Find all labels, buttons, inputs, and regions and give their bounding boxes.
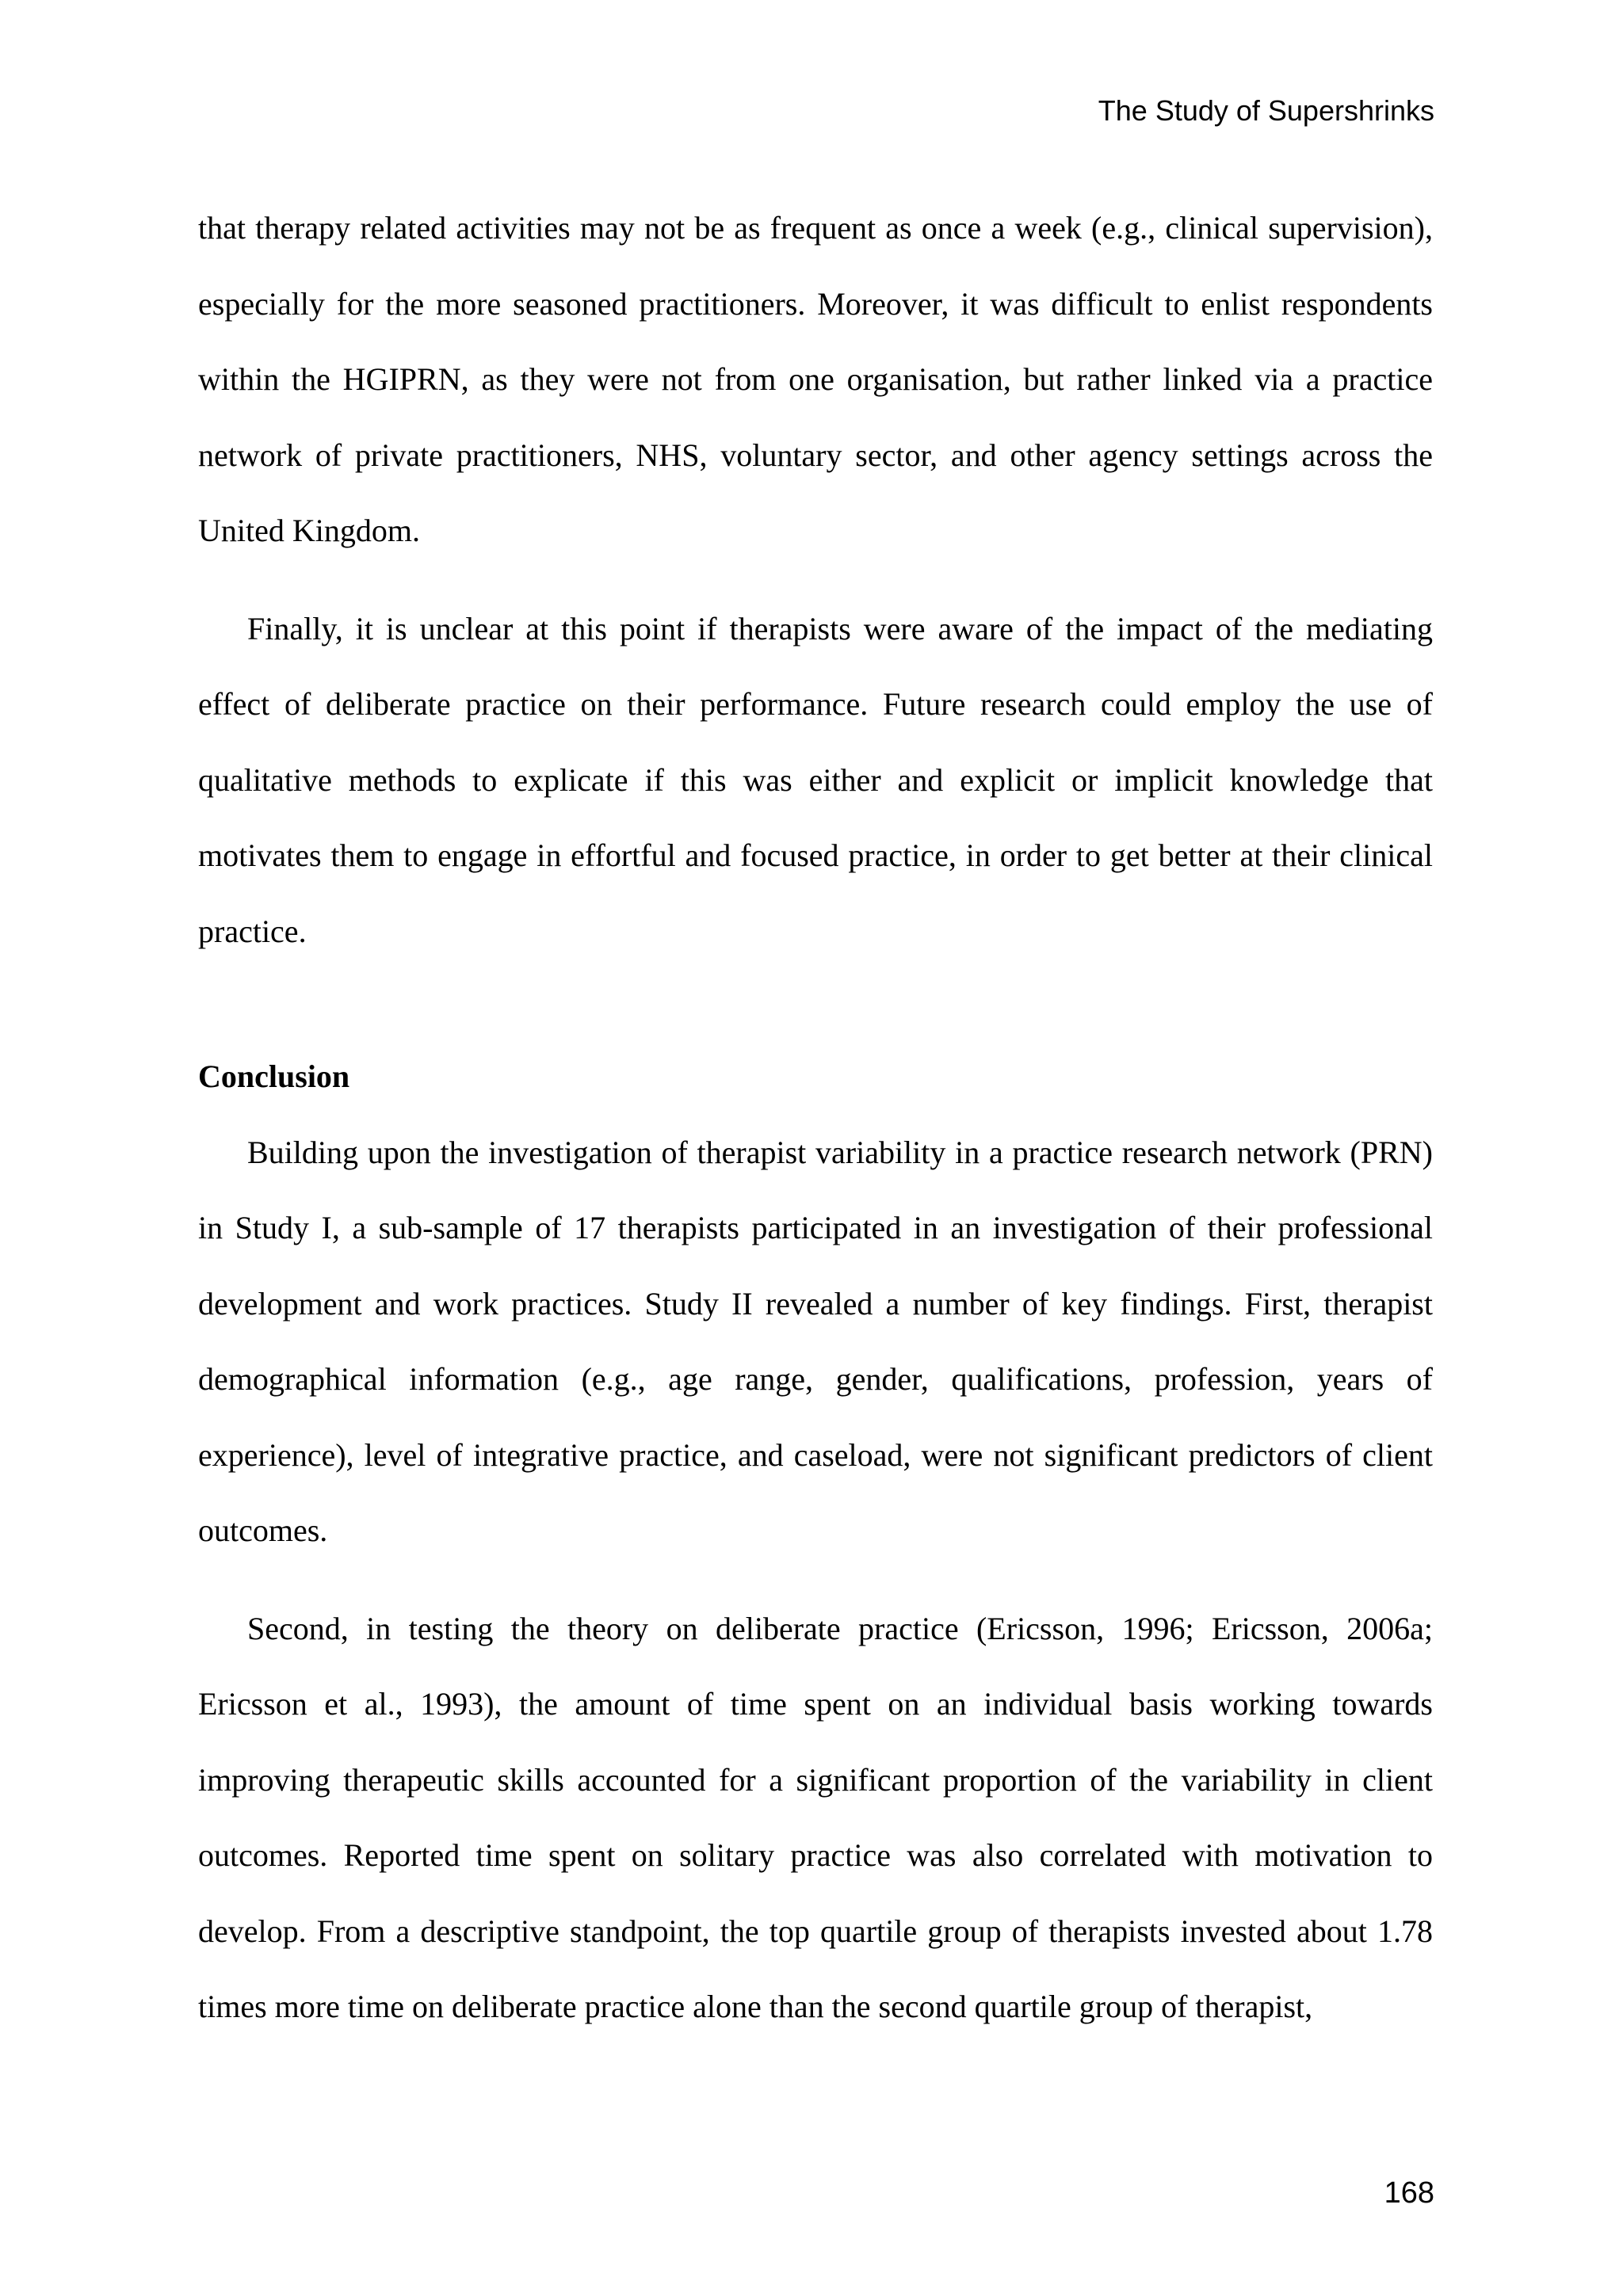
body-paragraph: Finally, it is unclear at this point if therapists were aware of the impact of the mediating effect of deliberate practice on their performance. Future research could employ the use of qualitative methods to explicate if this was either and explicit or implicit knowledge that motivates them to engage in effortful and focused practice, in order to get better at their clinical practice. [198,610,1433,949]
page-body [198,190,1433,2045]
body-paragraph: that therapy related activities may not be as frequent as once a week (e.g., clinical supervision), especially for the more seasoned practitioners. Moreover, it was difficult to enlist respondents within the HGIPRN, as they were not from one organisation, but rather linked via a practice network of private practitioners, NHS, voluntary sector, and other agency settings across the United Kingdom. [198,210,1433,548]
running-header-title: The Study of Supershrinks [1098,94,1434,127]
page-number: 168 [1384,2176,1434,2210]
conclusion-paragraph: Building upon the investigation of therapist variability in a practice research network (PRN) in Study I, a sub-sample of 17 therapists participated in an investigation of their professional development and work practices. Study II revealed a number of key findings. First, therapist demographical information (e.g., age range, gender, qualifications, profession, years of experience), level of integrative practice, and caseload, were not significant predictors of client outcomes. [198,1134,1433,1548]
conclusion-paragraph: Second, in testing the theory on deliberate practice (Ericsson, 1996; Ericsson, 2006a; Ericsson et al., 1993), the amount of time spent on an individual basis working towards improving therapeutic skills accounted for a significant proportion of the variability in client outcomes. Reported time spent on solitary practice was also correlated with motivation to develop. From a descriptive standpoint, the top quartile group of therapists invested about 1.78 times more time on deliberate practice alone than the second quartile group of therapist, [198,1610,1433,2024]
section-heading-conclusion: Conclusion [198,1058,350,1094]
